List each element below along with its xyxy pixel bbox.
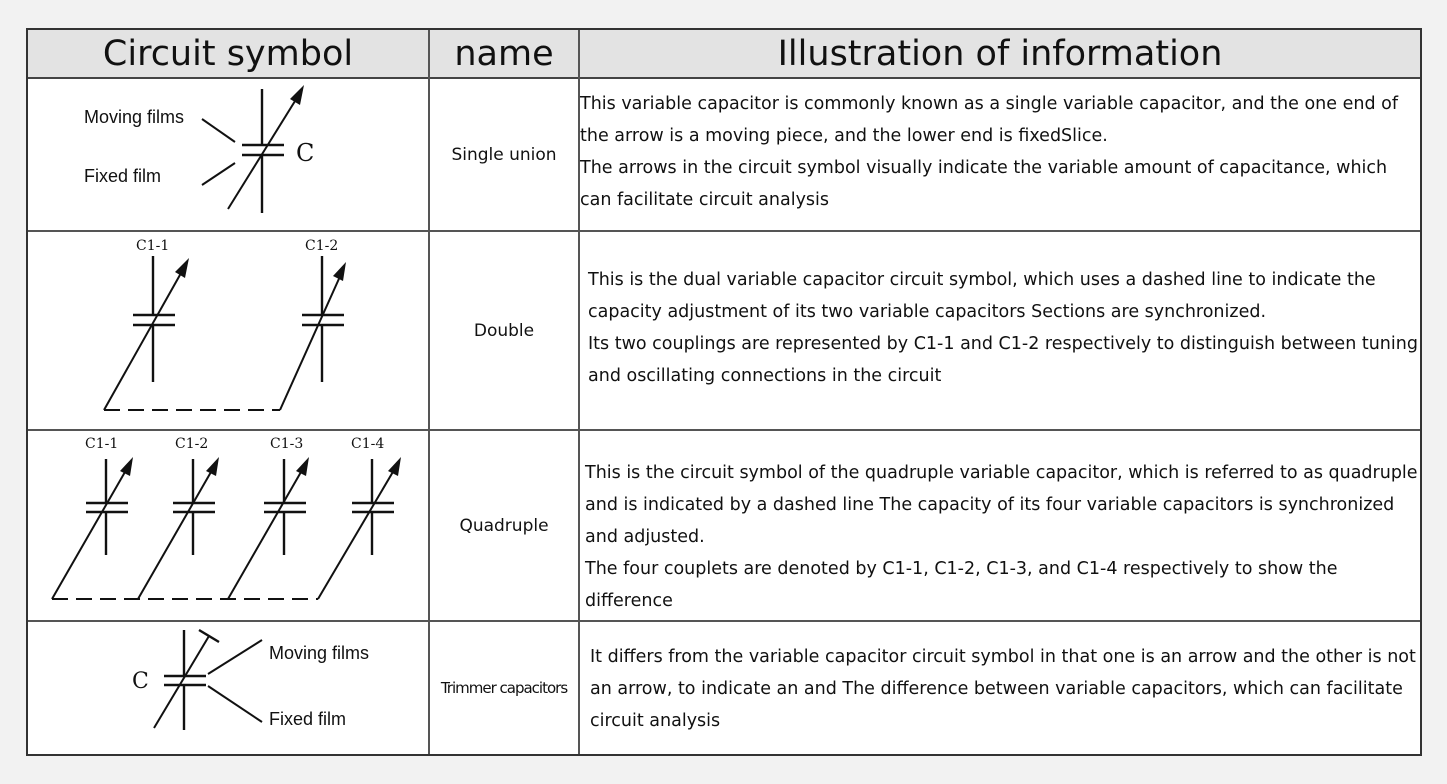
info-paragraph: The arrows in the circuit symbol visually indicate the variable amount of capacitance, which can facilitate circuit analysis bbox=[580, 158, 1388, 210]
info-trimmer-capacitors bbox=[590, 641, 1424, 737]
single-capacitor-symbol bbox=[28, 79, 428, 230]
name-double: Double bbox=[473, 320, 535, 341]
moving-films-label: Moving films bbox=[84, 107, 185, 127]
info-paragraph: This is the dual variable capacitor circuit symbol, which uses a dashed line to indicate the capacity adjustment of its two variable capacitors Sections are synchronized. bbox=[588, 270, 1376, 322]
info-double bbox=[588, 264, 1424, 392]
c1-4-label: C1-4 bbox=[351, 436, 385, 452]
fixed-film-label: Fixed film bbox=[84, 166, 162, 186]
info-quadruple bbox=[585, 457, 1424, 617]
header-name: name bbox=[454, 33, 554, 74]
info-paragraph: It differs from the variable capacitor circuit symbol in that one is an arrow and the other is not an arrow, to indicate an and The difference between variable capacitors, which can facilitate circuit analysis bbox=[590, 647, 1416, 731]
c1-3-label: C1-3 bbox=[270, 436, 304, 452]
capacitor-c-label: C bbox=[132, 669, 149, 694]
info-paragraph: This variable capacitor is commonly known as a single variable capacitor, and the one end of the arrow is a moving piece, and the lower end is fixedSlice. bbox=[580, 94, 1398, 146]
header-circuit-symbol: Circuit symbol bbox=[102, 33, 354, 74]
name-quadruple: Quadruple bbox=[459, 515, 549, 536]
c1-1-label: C1-1 bbox=[85, 436, 119, 452]
capacitor-c-label: C bbox=[296, 139, 315, 167]
name-single-union: Single union bbox=[451, 144, 557, 165]
quadruple-capacitor-symbol bbox=[28, 431, 428, 620]
trimmer-capacitor-symbol bbox=[28, 622, 428, 754]
name-trimmer-capacitors: Trimmer capacitors bbox=[440, 679, 568, 697]
info-paragraph: The four couplets are denoted by C1-1, C1-2, C1-3, and C1-4 respectively to show the difference bbox=[585, 559, 1338, 611]
c1-2-label: C1-2 bbox=[305, 238, 339, 254]
info-single-union bbox=[580, 88, 1424, 216]
header-info: Illustration of information bbox=[777, 33, 1223, 74]
double-capacitor-symbol bbox=[28, 232, 428, 429]
fixed-film-label: Fixed film bbox=[269, 709, 347, 729]
c1-2-label: C1-2 bbox=[175, 436, 209, 452]
info-paragraph: This is the circuit symbol of the quadruple variable capacitor, which is referred to as quadruple and is indicated by a dashed line The capacity of its four variable capacitors is synchronized and adjusted. bbox=[585, 463, 1418, 547]
c1-1-label: C1-1 bbox=[136, 238, 170, 254]
capacitor-table bbox=[26, 28, 1422, 756]
info-paragraph: Its two couplings are represented by C1-1 and C1-2 respectively to distinguish between tuning and oscillating connections in the circuit bbox=[588, 334, 1418, 386]
moving-films-label: Moving films bbox=[269, 643, 370, 663]
